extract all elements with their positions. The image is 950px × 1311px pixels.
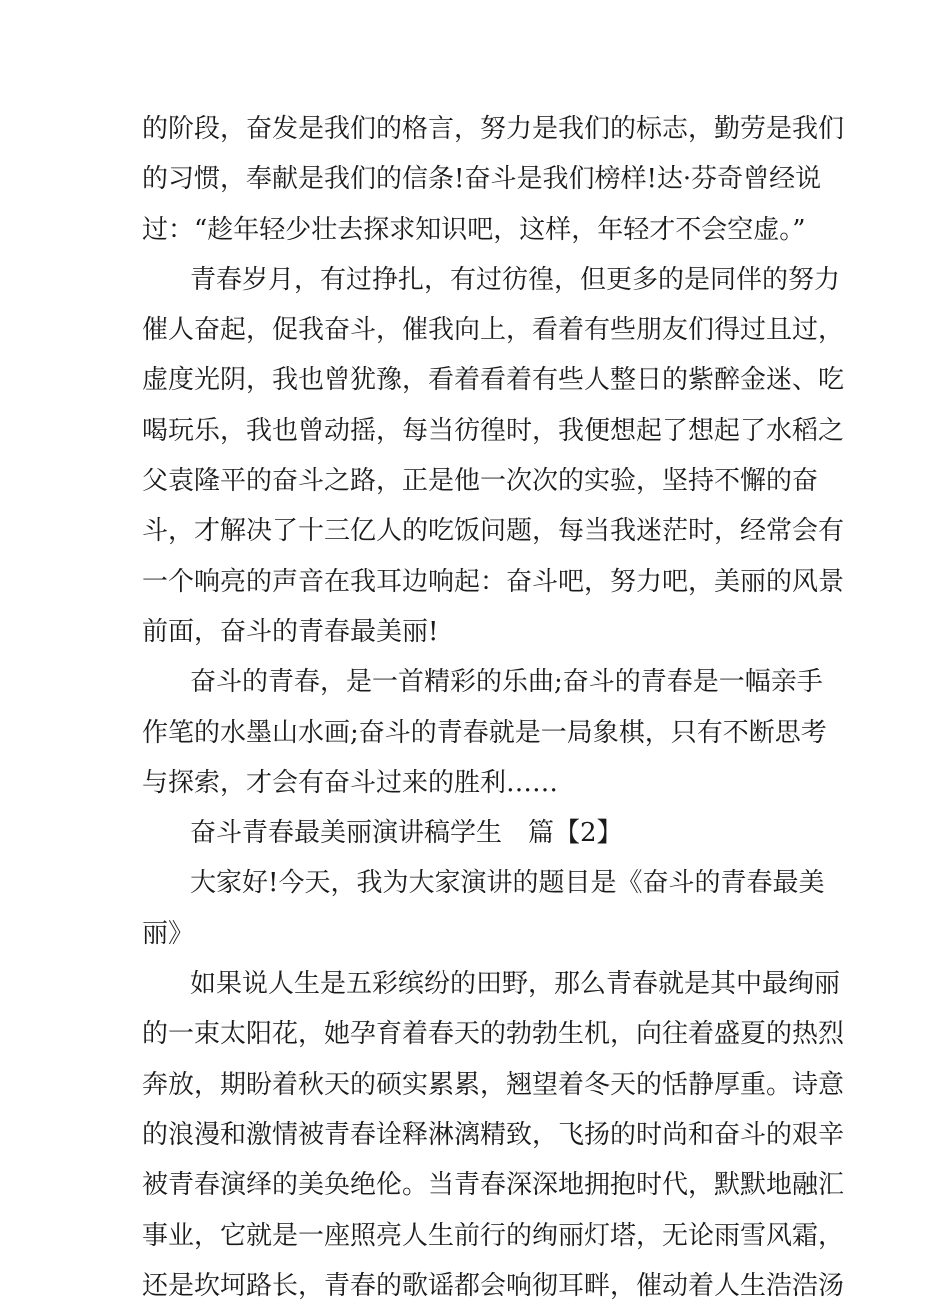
paragraph-line: 喝玩乐，我也曾动摇，每当彷徨时，我便想起了想起了水稻之	[142, 415, 845, 446]
paragraph-line: 虚度光阴，我也曾犹豫，看着看着有些人整日的紫醉金迷、吃	[142, 365, 845, 396]
paragraph-line: 大家好!今天，我为大家演讲的题目是《奋斗的青春最美	[190, 868, 825, 899]
paragraph-line: 父袁隆平的奋斗之路，正是他一次次的实验，坚持不懈的奋	[142, 466, 819, 497]
document-body	[142, 104, 845, 1311]
paragraph-line: 被青春演绎的美奂绝伦。当青春深深地拥抱时代，默默地融汇	[142, 1170, 845, 1201]
paragraph-line: 与探索，才会有奋斗过来的胜利……	[142, 767, 559, 798]
paragraph-line: 的一束太阳花，她孕育着春天的勃勃生机，向往着盛夏的热烈	[142, 1019, 845, 1050]
paragraph-line: 还是坎坷路长，青春的歌谣都会响彻耳畔，催动着人生浩浩汤	[142, 1270, 845, 1301]
paragraph-line: 过：“趁年轻少壮去探求知识吧，这样，年轻才不会空虚。”	[142, 214, 806, 245]
paragraph-line: 一个响亮的声音在我耳边响起：奋斗吧，努力吧，美丽的风景	[142, 566, 845, 597]
paragraph-line: 奋斗的青春，是一首精彩的乐曲;奋斗的青春是一幅亲手	[190, 667, 823, 698]
paragraph-line: 的阶段，奋发是我们的格言，努力是我们的标志，勤劳是我们	[142, 114, 845, 144]
paragraph-line: 奔放，期盼着秋天的硕实累累，翘望着冬天的恬静厚重。诗意	[142, 1069, 845, 1100]
section-heading: 奋斗青春最美丽演讲稿学生 篇【2】	[190, 818, 623, 849]
paragraph-line: 斗，才解决了十三亿人的吃饭问题，每当我迷茫时，经常会有	[142, 516, 845, 547]
paragraph-line: 青春岁月，有过挣扎，有过彷徨，但更多的是同伴的努力	[190, 264, 841, 295]
paragraph-line: 丽》	[142, 918, 195, 949]
paragraph-line: 催人奋起，促我奋斗，催我向上，看着有些朋友们得过且过，	[142, 315, 845, 346]
paragraph-line: 事业，它就是一座照亮人生前行的绚丽灯塔，无论雨雪风霜，	[142, 1220, 845, 1251]
paragraph-line: 前面，奋斗的青春最美丽!	[142, 616, 439, 647]
paragraph-line: 的浪漫和激情被青春诠释淋漓精致，飞扬的时尚和奋斗的艰辛	[142, 1119, 845, 1150]
paragraph-line: 的习惯，奉献是我们的信条!奋斗是我们榜样!达·芬奇曾经说	[142, 164, 822, 195]
paragraph-line: 作笔的水墨山水画;奋斗的青春就是一局象棋，只有不断思考	[142, 717, 827, 748]
paragraph-line: 如果说人生是五彩缤纷的田野，那么青春就是其中最绚丽	[190, 969, 841, 1000]
